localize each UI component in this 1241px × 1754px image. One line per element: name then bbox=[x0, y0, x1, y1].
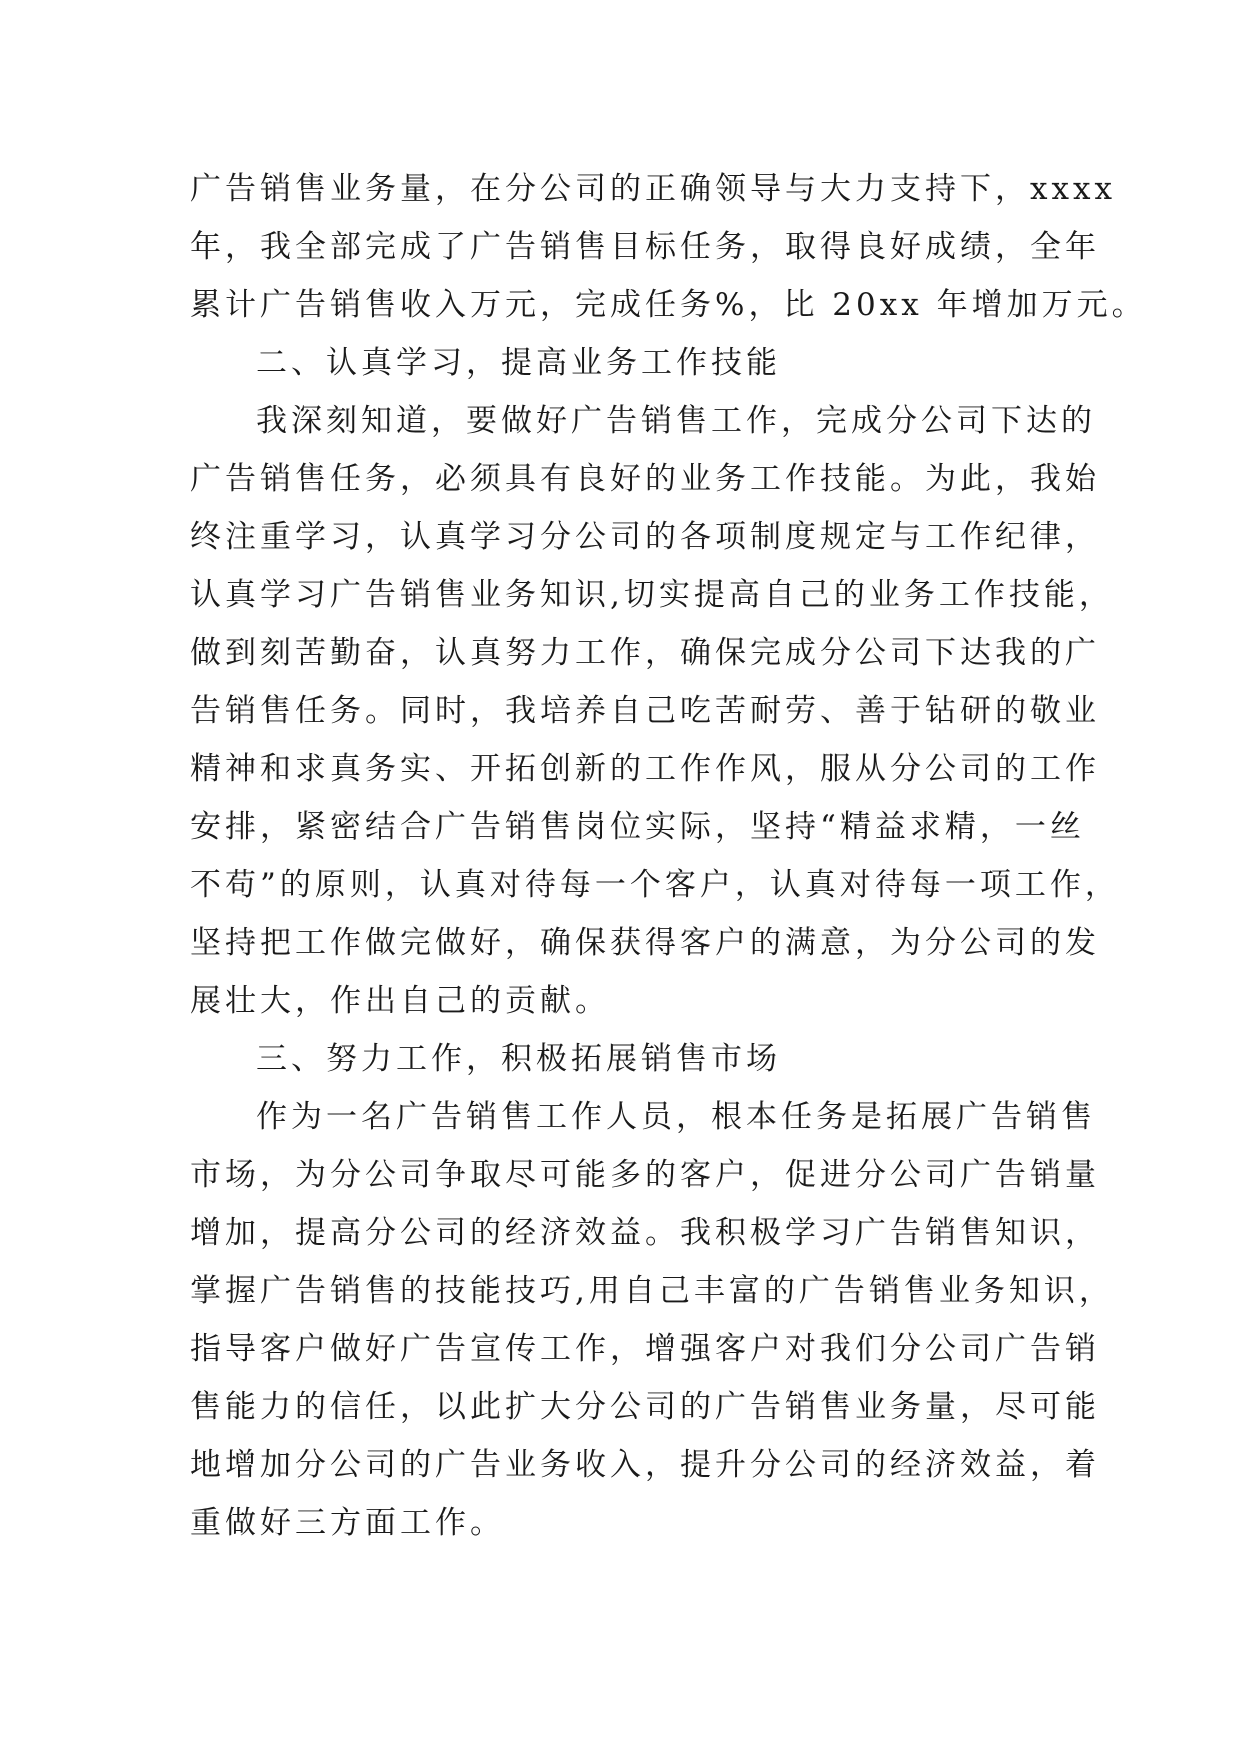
body-line: 市场，为分公司争取尽可能多的客户，促进分公司广告销量 bbox=[190, 1157, 1100, 1193]
body-line: 年，我全部完成了广告销售目标任务，取得良好成绩，全年 bbox=[190, 229, 1100, 265]
body-line: 广告销售业务量，在分公司的正确领导与大力支持下，xxxx bbox=[190, 171, 1116, 207]
paragraph-first-line: 我深刻知道，要做好广告销售工作，完成分公司下达的 bbox=[256, 403, 1096, 439]
body-line: 掌握广告销售的技能技巧,用自己丰富的广告销售业务知识， bbox=[190, 1273, 1114, 1309]
body-line: 终注重学习，认真学习分公司的各项制度规定与工作纪律， bbox=[190, 519, 1100, 555]
body-line: 安排，紧密结合广告销售岗位实际，坚持“精益求精，一丝 bbox=[190, 809, 1085, 845]
body-line: 认真学习广告销售业务知识,切实提高自己的业务工作技能， bbox=[190, 577, 1114, 613]
body-line: 增加，提高分公司的经济效益。我积极学习广告销售知识， bbox=[190, 1215, 1100, 1251]
body-line: 指导客户做好广告宣传工作，增强客户对我们分公司广告销 bbox=[190, 1331, 1100, 1367]
body-line: 广告销售任务，必须具有良好的业务工作技能。为此，我始 bbox=[190, 461, 1100, 497]
body-line: 地增加分公司的广告业务收入，提升分公司的经济效益，着 bbox=[190, 1447, 1100, 1483]
paragraph-last-line: 展壮大，作出自己的贡献。 bbox=[190, 983, 610, 1019]
body-line: 坚持把工作做完做好，确保获得客户的满意，为分公司的发 bbox=[190, 925, 1100, 961]
body-line: 精神和求真务实、开拓创新的工作作风，服从分公司的工作 bbox=[190, 751, 1100, 787]
section-heading-3: 三、努力工作，积极拓展销售市场 bbox=[256, 1041, 781, 1077]
document-body bbox=[190, 160, 1147, 1552]
body-line: 累计广告销售收入万元，完成任务%，比 20xx 年增加万元。 bbox=[190, 287, 1147, 323]
body-line: 告销售任务。同时，我培养自己吃苦耐劳、善于钻研的敬业 bbox=[190, 693, 1100, 729]
paragraph-last-line: 重做好三方面工作。 bbox=[190, 1505, 505, 1541]
body-line: 做到刻苦勤奋，认真努力工作，确保完成分公司下达我的广 bbox=[190, 635, 1100, 671]
section-heading-2: 二、认真学习，提高业务工作技能 bbox=[256, 345, 781, 381]
paragraph-first-line: 作为一名广告销售工作人员，根本任务是拓展广告销售 bbox=[256, 1099, 1096, 1135]
body-line: 不苟”的原则，认真对待每一个客户，认真对待每一项工作， bbox=[190, 867, 1120, 903]
body-line: 售能力的信任，以此扩大分公司的广告销售业务量，尽可能 bbox=[190, 1389, 1100, 1425]
